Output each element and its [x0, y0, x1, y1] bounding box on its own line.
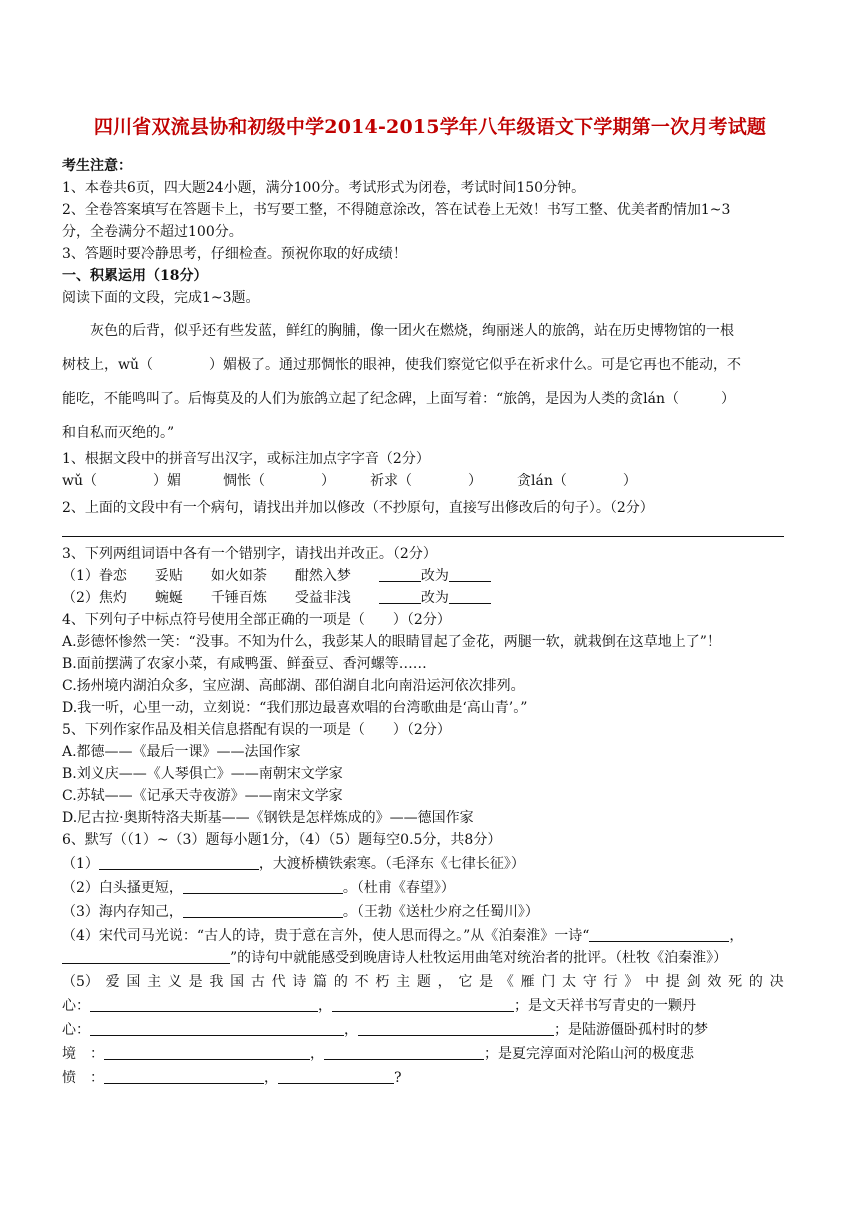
question-4-option-a: A.彭德怀惨然一笑：“没事。不知为什么，我彭某人的眼睛冒起了金花，两腿一软，就栽倒在这草地上了”！ [62, 634, 721, 650]
p5-char: 雁 [520, 974, 535, 990]
p5-char: （5） [62, 974, 99, 990]
passage-line-1: 灰色的后背，似乎还有些发蓝，鲜红的胸脯，像一团火在燃烧，绚丽迷人的旅鸽，站在历史博物馆的一根 [90, 323, 734, 339]
question-6-part-5-line-1 [62, 973, 784, 991]
part-3-suffix: 。（王勃《送杜少府之任蜀川》） [342, 904, 539, 920]
part-2-blank[interactable] [183, 879, 343, 894]
part-4-comma: ， [729, 928, 744, 944]
part-1-suffix: ，大渡桥横铁索寒。（毛泽东《七律长征》） [258, 856, 525, 872]
p5-char: 《 [499, 974, 514, 990]
part-4-blank-2[interactable] [62, 949, 230, 964]
p5-char: 诗 [292, 974, 307, 990]
exam-title: 四川省双流县协和初级中学2014-2015学年八年级语文下学期第一次月考试题 [93, 116, 767, 138]
p5-line-3-start: 心： [62, 1022, 90, 1038]
p5-char: 主 [396, 974, 411, 990]
p5-question-mark: ? [394, 1070, 402, 1086]
part-4-text: （4）宋代司马光说：“古人的诗，贵于意在言外，使人思而得之。”从《泊秦淮》一诗“ [62, 928, 590, 944]
question-6: 6、默写（（1）~（3）题每小题1分，（4）（5）题每空0.5分，共8分） [62, 832, 502, 848]
p5-line-2-start: 心： [62, 998, 90, 1014]
notice-heading: 考生注意： [62, 158, 132, 174]
p5-blank-6[interactable] [324, 1045, 484, 1060]
p5-char: 是 [479, 974, 494, 990]
p5-char: 是 [188, 974, 203, 990]
question-1-answers: wǔ（ ）媚 惆怅（ ） 祈求（ ） 贪lán（ ） [62, 473, 637, 489]
passage-line-3: 能吃，不能鸣叫了。后悔莫及的人们为旅鸽立起了纪念碑，上面写着：“旅鸽，是因为人类的贪lán（ ） [62, 391, 735, 407]
row-1-words: （1）眷恋 妥贴 如火如荼 酣然入梦 [62, 568, 351, 584]
p5-char: 效 [707, 974, 722, 990]
answer-line[interactable] [62, 536, 784, 537]
p5-blank-4[interactable] [358, 1021, 554, 1036]
fix-blank-2[interactable] [449, 589, 491, 604]
p5-char: 中 [645, 974, 660, 990]
question-5-option-d: D.尼古拉·奥斯特洛夫斯基——《钢铁是怎样炼成的》——德国作家 [62, 810, 474, 826]
notice-item-2a: 2、全卷答案填写在答题卡上，书写要工整，不得随意涂改，答在试卷上无效！书写工整、优美者酌情加1~3 [62, 202, 731, 218]
p5-comma: ， [318, 998, 332, 1014]
p5-char: 守 [582, 974, 597, 990]
fix-label-1: 改为 [420, 568, 449, 584]
question-5-option-c: C.苏轼——《记承天寺夜游》——南宋文学家 [62, 788, 343, 804]
p5-comma: ， [264, 1070, 278, 1086]
fix-blank-1[interactable] [449, 567, 491, 582]
question-6-part-5-line-5 [62, 1069, 402, 1087]
p5-char: 门 [541, 974, 556, 990]
question-4-option-b: B.面前摆满了农家小菜，有咸鸭蛋、鲜蚕豆、香河螺等…… [62, 656, 427, 672]
p5-line-4-text: ；是夏完淳面对沦陷山河的极度悲 [484, 1046, 694, 1062]
question-6-part-3 [62, 903, 539, 921]
part-4-text-b: ”的诗句中就能感受到晚唐诗人杜牧运用曲笔对统治者的批评。（杜牧《泊秦淮》） [230, 950, 728, 966]
p5-blank-1[interactable] [90, 997, 318, 1012]
p5-char: 》 [624, 974, 639, 990]
p5-char: 义 [167, 974, 182, 990]
part-3-prefix: （3）海内存知己， [62, 904, 183, 920]
notice-item-3: 3、答题时要冷静思考，仔细检查。预祝你取的好成绩！ [62, 246, 407, 262]
p5-char: 提 [665, 974, 680, 990]
part-4-blank-1[interactable] [589, 927, 729, 942]
question-6-part-5-line-2 [62, 997, 696, 1015]
p5-comma: ， [310, 1046, 324, 1062]
question-6-part-4b [62, 949, 727, 967]
fix-label-2: 改为 [420, 590, 449, 606]
p5-char: 朽 [375, 974, 390, 990]
part-2-suffix: 。（杜甫《春望》） [342, 880, 455, 896]
p5-char: 国 [230, 974, 245, 990]
p5-char: 古 [250, 974, 265, 990]
p5-blank-2[interactable] [332, 997, 514, 1012]
p5-char: 代 [271, 974, 286, 990]
question-6-part-4a [62, 927, 743, 945]
p5-char: 我 [209, 974, 224, 990]
p5-char: 死 [728, 974, 743, 990]
p5-blank-8[interactable] [278, 1069, 394, 1084]
p5-char: 行 [603, 974, 618, 990]
p5-char: 决 [769, 974, 784, 990]
question-4: 4、下列句子中标点符号使用全部正确的一项是（ ）（2分） [62, 612, 451, 628]
section-1-instruction: 阅读下面的文段，完成1~3题。 [62, 290, 260, 306]
question-5: 5、下列作家作品及相关信息搭配有误的一项是（ ）（2分） [62, 722, 451, 738]
p5-char: 的 [748, 974, 763, 990]
row-2-words: （2）焦灼 蜿蜒 千锤百炼 受益非浅 [62, 590, 351, 606]
p5-blank-7[interactable] [104, 1069, 264, 1084]
p5-blank-5[interactable] [104, 1045, 310, 1060]
question-3-row-2 [62, 589, 491, 607]
p5-char: 不 [354, 974, 369, 990]
question-5-option-b: B.刘义庆——《人琴俱亡》——南朝宋文学家 [62, 766, 343, 782]
part-1-prefix: （1） [62, 856, 99, 872]
p5-char: 剑 [686, 974, 701, 990]
question-1: 1、根据文段中的拼音写出汉字，或标注加点字字音（2分） [62, 451, 430, 467]
p5-line-4-start: 境 ： [62, 1046, 104, 1062]
notice-item-2b: 分，全卷满分不超过100分。 [62, 224, 243, 240]
part-2-prefix: （2）白头搔更短， [62, 880, 183, 896]
p5-line-2-text: ；是文天祥书写青史的一颗丹 [514, 998, 696, 1014]
question-6-part-2 [62, 879, 455, 897]
part-3-blank[interactable] [183, 903, 343, 918]
question-6-part-5-line-4 [62, 1045, 694, 1063]
p5-char: 国 [126, 974, 141, 990]
notice-item-1: 1、本卷共6页，四大题24小题，满分100分。考试形式为闭卷，考试时间150分钟。 [62, 180, 586, 196]
passage-line-4: 和自私而灭绝的。” [62, 425, 175, 441]
question-4-option-c: C.扬州境内湖泊众多，宝应湖、高邮湖、邵伯湖自北向南沿运河依次排列。 [62, 678, 525, 694]
p5-char: 它 [458, 974, 473, 990]
question-4-option-d: D.我一听，心里一动，立刻说：“我们那边最喜欢唱的台湾歌曲是‘高山青’。” [62, 700, 528, 716]
p5-line-5-start: 愤 ： [62, 1070, 104, 1086]
part-1-blank[interactable] [99, 855, 259, 870]
p5-char: 爱 [105, 974, 120, 990]
question-5-option-a: A.都德——《最后一课》——法国作家 [62, 744, 301, 760]
p5-char: 题 [416, 974, 431, 990]
question-6-part-5-line-3 [62, 1021, 708, 1039]
p5-char: 的 [333, 974, 348, 990]
p5-char: 篇 [313, 974, 328, 990]
p5-char: ， [437, 974, 452, 990]
section-1-heading: 一、积累运用（18分） [62, 268, 208, 284]
question-3-row-1 [62, 567, 491, 585]
passage-line-2: 树枝上，wǔ（ ）媚极了。通过那惆怅的眼神，使我们察觉它似乎在祈求什么。可是它再也不能动，不 [62, 357, 741, 373]
question-6-part-1 [62, 855, 525, 873]
question-3: 3、下列两组词语中各有一个错别字，请找出并改正。（2分） [62, 546, 437, 562]
question-2: 2、上面的文段中有一个病句，请找出并加以修改（不抄原句，直接写出修改后的句子）。（2分） [62, 500, 654, 516]
wrong-char-blank-2[interactable] [379, 589, 421, 604]
p5-line-3-text: ；是陆游僵卧孤村时的梦 [554, 1022, 708, 1038]
p5-char: 太 [562, 974, 577, 990]
p5-char: 主 [147, 974, 162, 990]
p5-blank-3[interactable] [90, 1021, 344, 1036]
p5-comma: ， [344, 1022, 358, 1038]
wrong-char-blank-1[interactable] [379, 567, 421, 582]
